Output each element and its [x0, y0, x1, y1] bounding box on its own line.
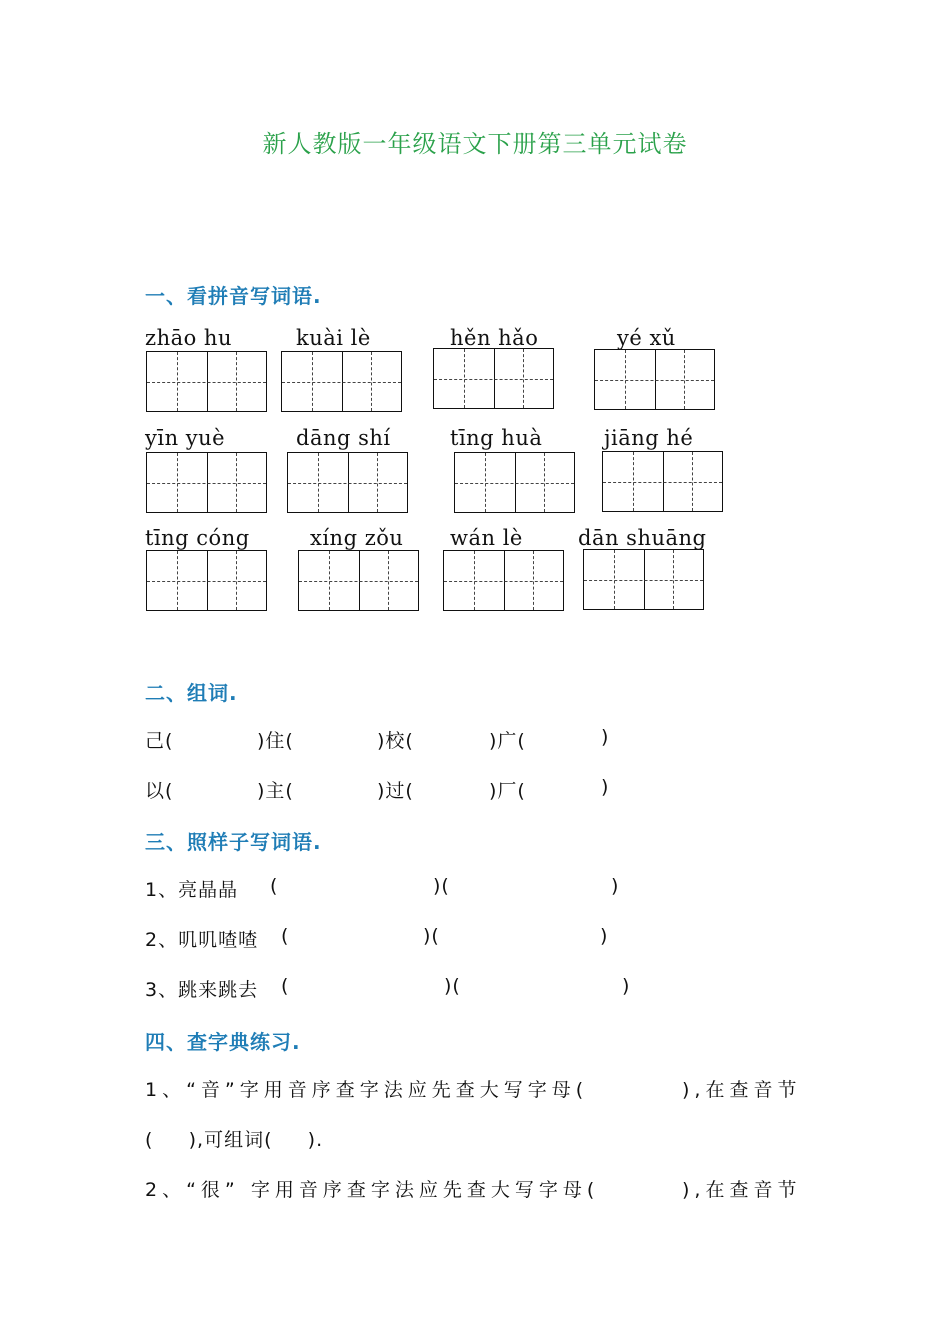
zuci-item: )住(: [257, 730, 294, 752]
writing-grid[interactable]: [146, 452, 267, 513]
pinyin-label: dāng shí: [296, 426, 391, 450]
zuci-item: )校(: [377, 730, 414, 752]
question-text: ),在查音节: [682, 1079, 802, 1101]
writing-grid[interactable]: [583, 549, 704, 610]
zuci-item: ): [601, 726, 610, 748]
section-1-heading: 一、看拼音写词语.: [145, 284, 322, 308]
writing-grid[interactable]: [594, 349, 715, 410]
section-4-heading: 四、查字典练习.: [145, 1030, 301, 1054]
pinyin-label: yé xǔ: [617, 326, 676, 350]
bracket: (: [281, 975, 290, 997]
pinyin-label: jiāng hé: [604, 426, 694, 450]
writing-grid[interactable]: [281, 351, 402, 412]
zuci-item: )过(: [377, 780, 414, 802]
zuci-item: 己(: [145, 730, 174, 752]
pinyin-label: tīng huà: [450, 426, 543, 450]
bracket: (: [281, 925, 290, 947]
writing-grid[interactable]: [443, 550, 564, 611]
bracket: ): [622, 975, 631, 997]
bracket: (: [270, 875, 279, 897]
pinyin-label: tīng cóng: [145, 526, 250, 550]
question-text: ( ),可组词( ).: [145, 1129, 324, 1151]
example-word: 2、叽叽喳喳: [145, 929, 259, 951]
writing-grid[interactable]: [146, 550, 267, 611]
question-text: ),在查音节: [682, 1179, 802, 1201]
pinyin-label: hěn hǎo: [450, 326, 539, 350]
page-title: 新人教版一年级语文下册第三单元试卷: [262, 130, 688, 158]
bracket: )(: [433, 875, 450, 897]
pinyin-label: wán lè: [450, 526, 523, 550]
writing-grid[interactable]: [602, 451, 723, 512]
writing-grid[interactable]: [298, 550, 419, 611]
section-3-heading: 三、照样子写词语.: [145, 830, 322, 854]
writing-grid[interactable]: [433, 348, 554, 409]
example-word: 1、亮晶晶: [145, 879, 239, 901]
pinyin-label: zhāo hu: [145, 326, 232, 350]
zuci-item: ): [601, 776, 610, 798]
bracket: ): [611, 875, 620, 897]
pinyin-label: yīn yuè: [145, 426, 226, 450]
writing-grid[interactable]: [454, 452, 575, 513]
section-2-heading: 二、组词.: [145, 681, 238, 705]
zuci-item: )厂(: [489, 780, 526, 802]
bracket: ): [600, 925, 609, 947]
zuci-item: )主(: [257, 780, 294, 802]
example-word: 3、跳来跳去: [145, 979, 259, 1001]
zuci-item: 以(: [145, 780, 174, 802]
writing-grid[interactable]: [287, 452, 408, 513]
bracket: )(: [423, 925, 440, 947]
writing-grid[interactable]: [146, 351, 267, 412]
pinyin-label: xíng zǒu: [310, 526, 404, 550]
zuci-item: )广(: [489, 730, 526, 752]
pinyin-label: kuài lè: [296, 326, 371, 350]
question-text: 2、“很” 字用音序查字法应先查大写字母(: [145, 1179, 600, 1201]
pinyin-label: dān shuāng: [578, 526, 707, 550]
question-text: 1、“音”字用音序查字法应先查大写字母(: [145, 1079, 589, 1101]
bracket: )(: [444, 975, 461, 997]
